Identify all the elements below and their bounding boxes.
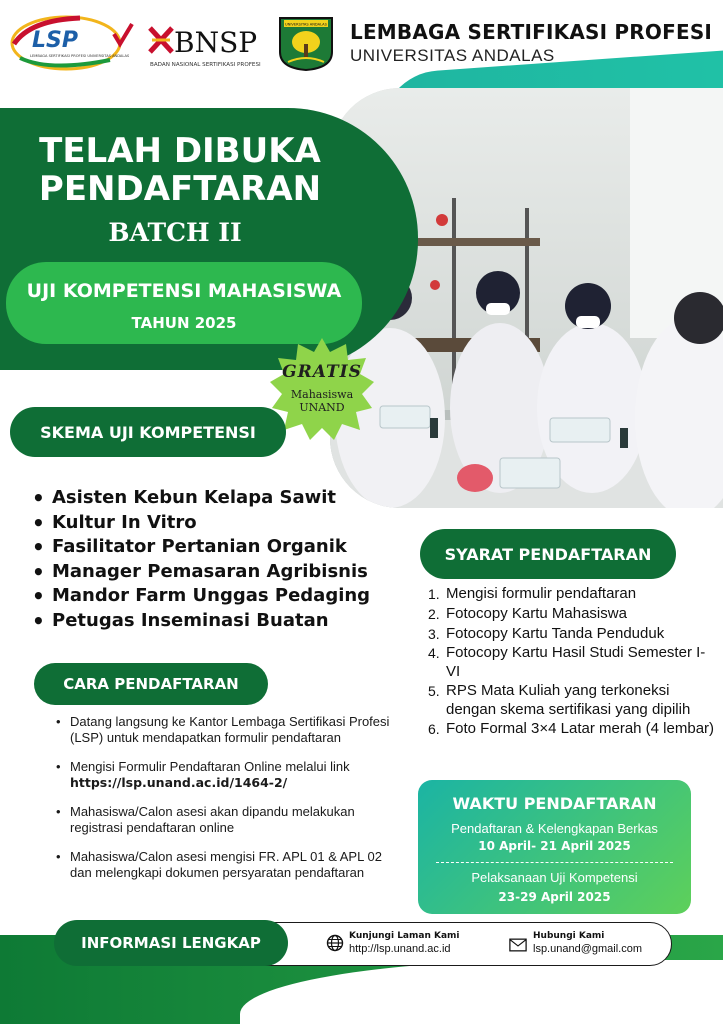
badge-line2: UNAND [299,401,345,414]
syarat-item [428,720,718,738]
syarat-text: Fotocopy Kartu Mahasiswa [446,604,627,622]
skema-item: • Kultur In Vitro [30,511,410,536]
lsp-logo-text: LSP [32,28,78,53]
lsp-logo [10,14,134,72]
lsp-logo-subtitle: LEMBAGA SERTIFIKASI PROFESI UNIVERSITAS ANDALAS [30,54,130,58]
skema-item: • Manager Pemasaran Agribisnis [30,560,410,585]
mail-label: Hubungi Kami [533,931,605,941]
syarat-item [428,625,718,643]
cara-item: • Mahasiswa/Calon asesi mengisi FR. APL 01 & APL 02 dan melengkapi dokumen persyaratan pendaftaran [56,849,406,880]
cara-list [56,714,406,894]
cara-item2-prefix: Mengisi Formulir Pendaftaran Online melalui link [70,759,350,774]
mail-icon [509,936,527,954]
syarat-item [428,644,718,680]
syarat-item [428,585,718,603]
syarat-num: 5. [428,683,440,700]
syarat-text: Mengisi formulir pendaftaran [446,585,637,602]
web-link[interactable]: http://lsp.unand.ac.id [349,943,451,955]
badge-line1: Mahasiswa [290,388,354,401]
hero-title [0,132,360,208]
info-lengkap-label: INFORMASI LENGKAP [54,920,288,966]
waktu-heading: WAKTU PENDAFTARAN [452,794,657,813]
hero-title-line2: PENDAFTARAN [38,169,322,209]
cara-heading: CARA PENDAFTARAN [34,663,268,705]
syarat-item [428,682,718,718]
syarat-text: Fotocopy Kartu Hasil Studi Semester I-VI [446,644,706,680]
syarat-heading: SYARAT PENDAFTARAN [420,529,676,579]
program-title: UJI KOMPETENSI MAHASISWA [26,280,342,302]
syarat-text: Foto Formal 3×4 Latar merah (4 lembar) [446,720,715,738]
badge-gratis-text: GRATIS [282,362,362,382]
syarat-num: 4. [428,645,440,662]
waktu-date1: 10 April- 21 April 2025 [478,839,631,853]
org-subtitle: UNIVERSITAS ANDALAS [350,46,555,65]
bnsp-logo [146,18,264,70]
syarat-num: 1. [428,586,440,602]
bnsp-logo-text: BNSP [174,26,258,59]
skema-list [30,486,410,634]
waktu-divider [436,862,673,863]
registration-link[interactable]: https://lsp.unand.ac.id/1464-2/ [70,774,288,790]
syarat-list [428,585,718,740]
cara-item [56,759,406,790]
syarat-text: Fotocopy Kartu Tanda Penduduk [446,624,665,642]
unand-seal-logo [276,14,336,72]
cara-item: • Mahasiswa/Calon asesi akan dipandu melakukan registrasi pendaftaran online [56,804,406,835]
skema-item: • Asisten Kebun Kelapa Sawit [30,486,410,511]
web-label: Kunjungi Laman Kami [349,931,460,941]
syarat-num: 2. [428,605,440,622]
program-year: TAHUN 2025 [131,314,237,332]
syarat-text: RPS Mata Kuliah yang terkoneksi dengan skema sertifikasi yang dipilih [446,682,691,718]
waktu-box [418,780,691,914]
cara-item: • Datang langsung ke Kantor Lembaga Sertifikasi Profesi (LSP) untuk mendapatkan formulir pendaftaran [56,714,406,745]
waktu-date2: 23-29 April 2025 [498,890,611,904]
syarat-num: 6. [428,721,440,738]
gratis-badge [270,362,374,414]
mail-link[interactable]: lsp.unand@gmail.com [533,943,642,955]
syarat-num: 3. [428,625,440,642]
bnsp-logo-subtitle: BADAN NASIONAL SERTIFIKASI PROFESI [150,62,261,68]
globe-icon [326,934,344,952]
hero-title-line1: TELAH DIBUKA [39,131,321,171]
waktu-label1: Pendaftaran & Kelengkapan Berkas [451,821,658,836]
waktu-label2: Pelaksanaan Uji Kompetensi [471,870,638,885]
org-title: LEMBAGA SERTIFIKASI PROFESI [350,20,713,44]
skema-item: • Petugas Inseminasi Buatan [30,609,410,634]
hero-batch: BATCH II [108,218,242,247]
skema-heading: SKEMA UJI KOMPETENSI [10,407,286,457]
skema-item: • Mandor Farm Unggas Pedaging [30,584,410,609]
syarat-item [428,605,718,623]
skema-item: • Fasilitator Pertanian Organik [30,535,410,560]
unand-seal-text: UNIVERSITAS ANDALAS [285,22,327,27]
